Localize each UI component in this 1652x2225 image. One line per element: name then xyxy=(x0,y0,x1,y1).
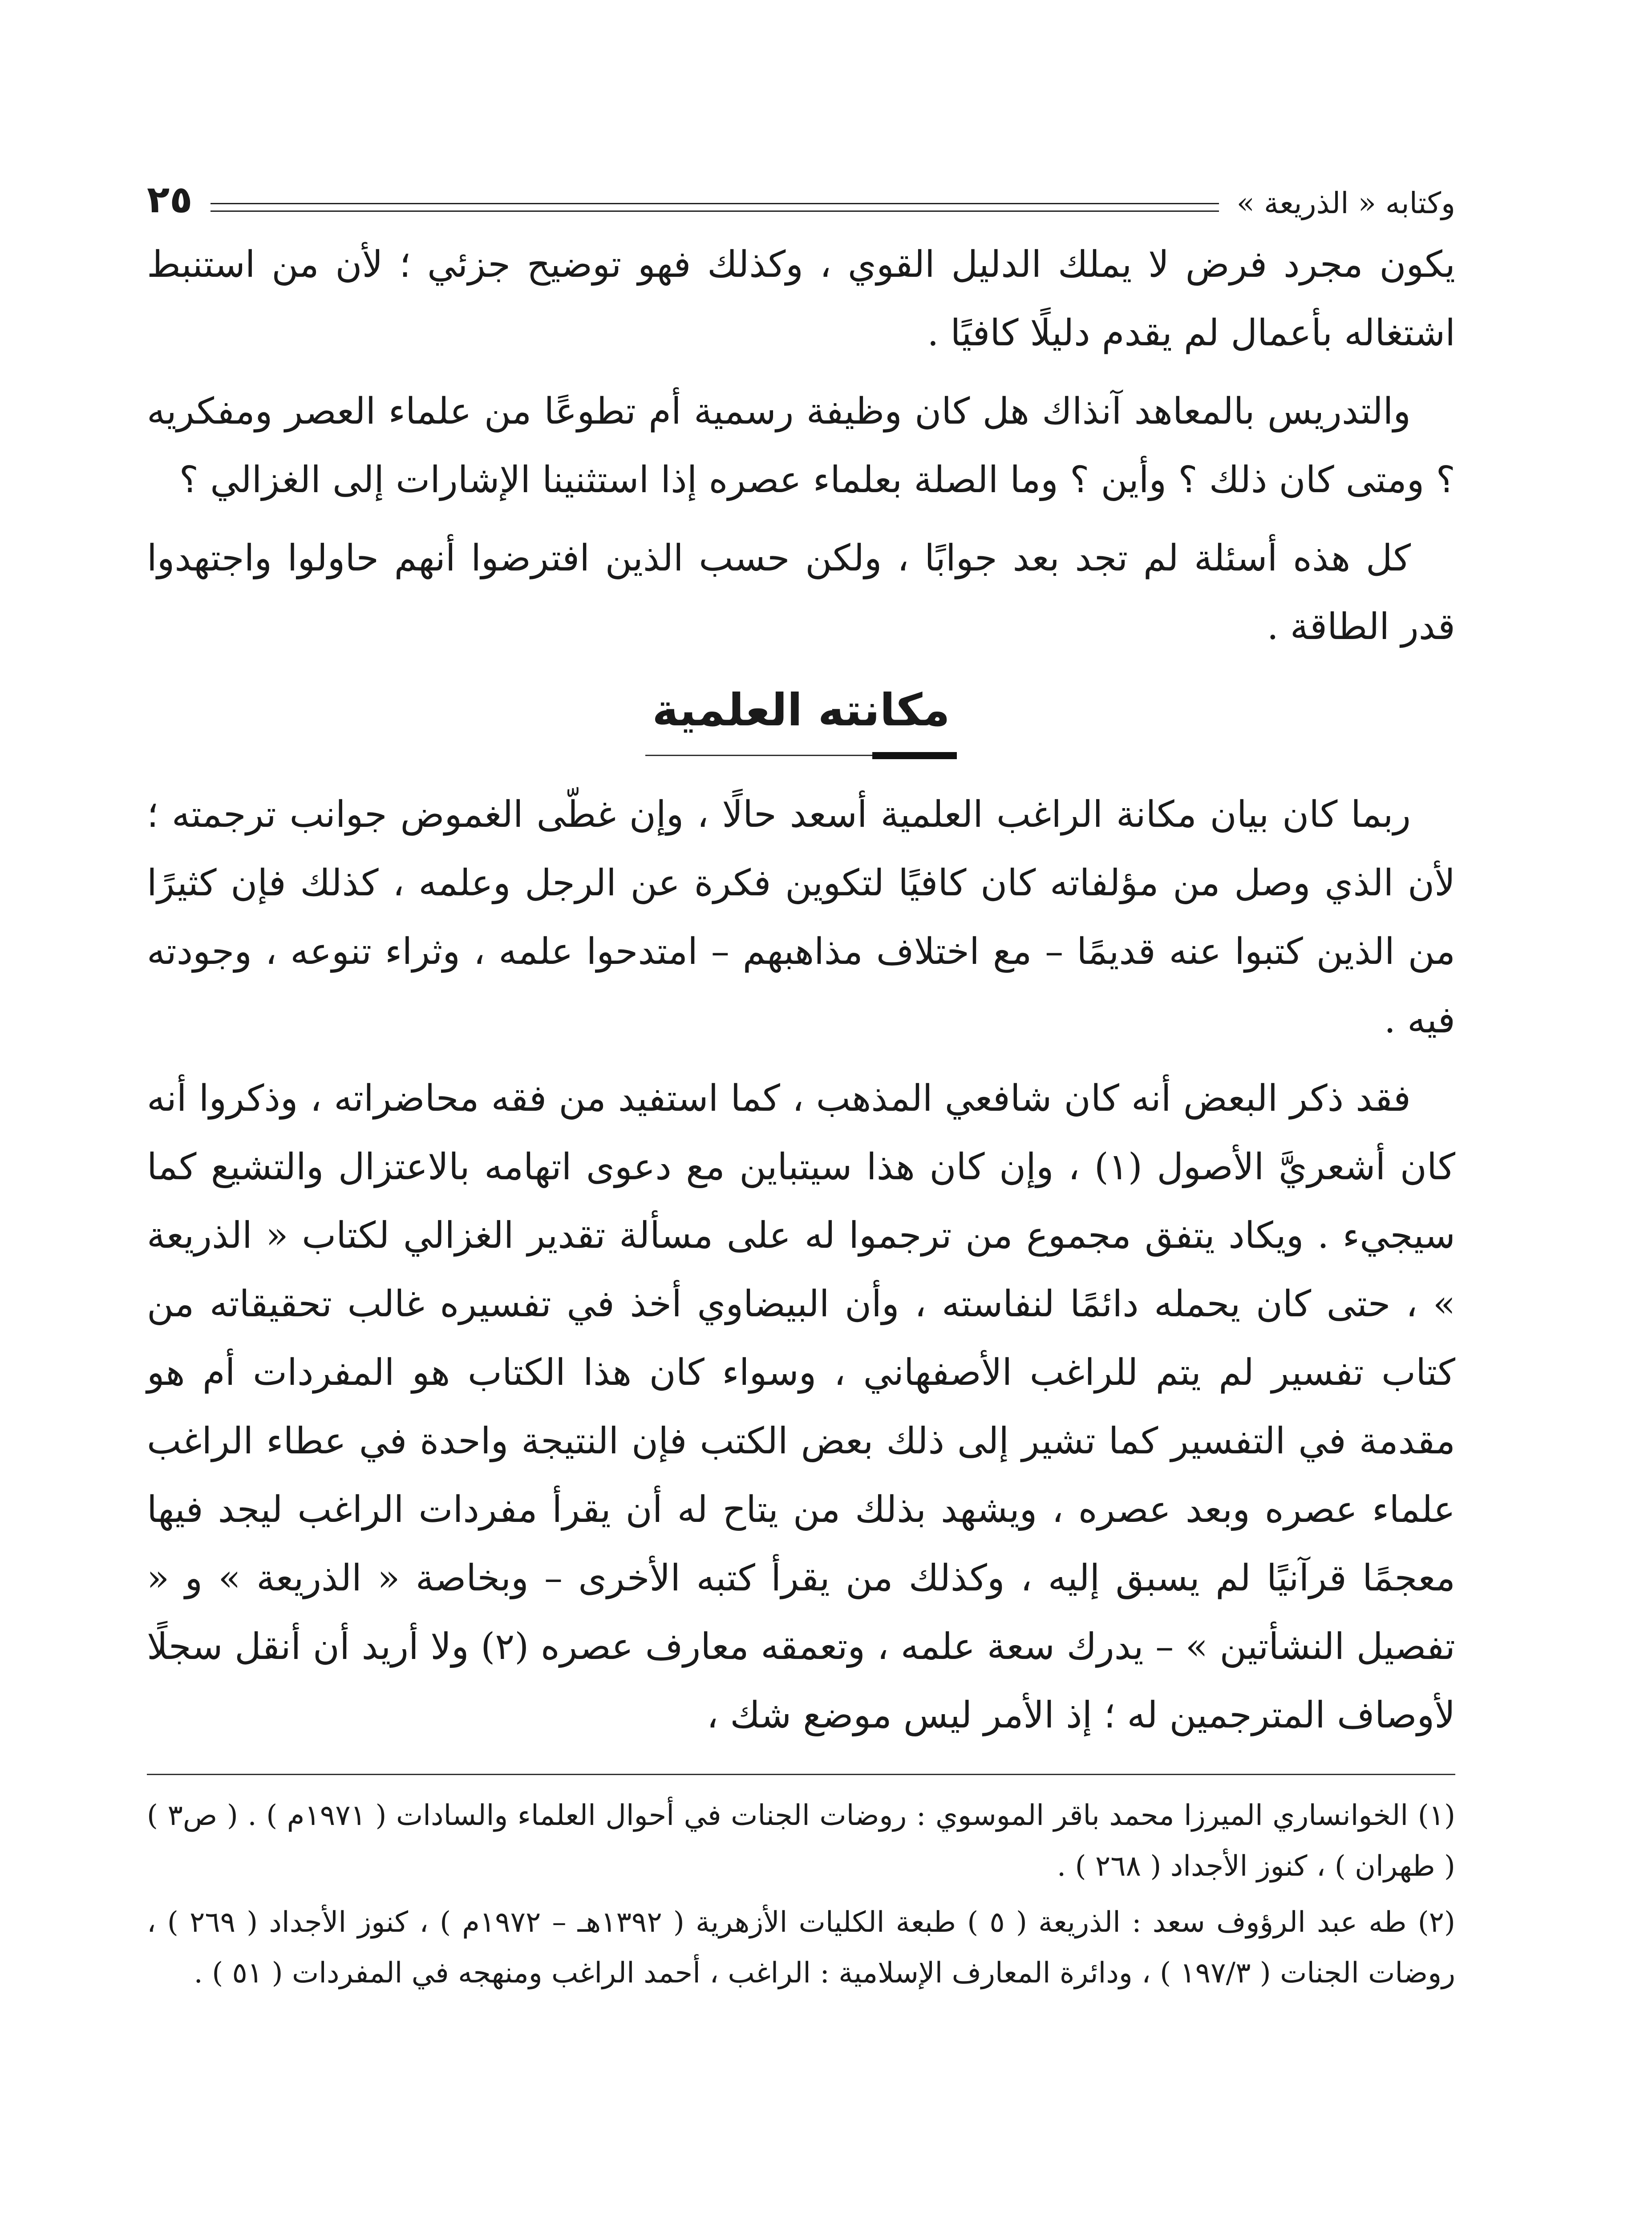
paragraph-5: فقد ذكر البعض أنه كان شافعي المذهب ، كما استفيد من فقه محاضراته ، وذكروا أنه كان أشعريَّ الأصول (١) ، وإن كان هذا سيتباين مع دعوى اتهامه بالاعتزال والتشيع كما سيجيء . ويكاد يتفق مجموع من ترجموا له على مسألة تقدير الغزالي لكتاب « الذريعة » ، حتى كان يحمله دائمًا لنفاسته ، وأن البيضاوي أخذ في تفسيره غالب تحقيقاته من كتاب تفسير لم يتم للراغب الأصفهاني ، وسواء كان هذا الكتاب هو المفردات أم هو مقدمة في التفسير كما تشير إلى ذلك بعض الكتب فإن النتيجة واحدة في عطاء الراغب علماء عصره وبعد عصره ، ويشهد بذلك من يتاح له أن يقرأ مفردات الراغب ليجد فيها معجمًا قرآنيًا لم يسبق إليه ، وكذلك من يقرأ كتبه الأخرى – وبخاصة « الذريعة » و « تفصيل النشأتين » – يدرك سعة علمه ، وتعمقه معارف عصره (٢) ولا أريد أن أنقل سجلًا لأوصاف المترجمين له ؛ إذ الأمر ليس موضع شك ، xyxy=(147,1077,1456,1736)
page-number: ٢٥ xyxy=(147,178,193,221)
heading-underline xyxy=(645,749,957,763)
footnotes xyxy=(147,1790,1455,1998)
running-header xyxy=(147,169,1455,221)
header-double-rule xyxy=(211,203,1219,212)
running-header-title: وكتابه « الذريعة » xyxy=(1236,186,1455,220)
paragraph-2: والتدريس بالمعاهد آنذاك هل كان وظيفة رسمية أم تطوعًا من علماء العصر ومفكريه ؟ ومتى كان ذلك ؟ وأين ؟ وما الصلة بعلماء عصره إذا استثنينا الإشارات إلى الغزالي ؟ xyxy=(147,390,1455,501)
footnote-1: (١) الخوانساري الميرزا محمد باقر الموسوي : روضات الجنات في أحوال العلماء والسادات ( ١٩٧١م ) . ( ص٣ ) ( طهران ) ، كنوز الأجداد ( ٢٦٨ ) . xyxy=(147,1799,1456,1883)
footnote-separator xyxy=(147,1774,1455,1775)
book-page xyxy=(147,169,1455,2225)
main-text xyxy=(147,231,1455,1750)
footnote-2: (٢) طه عبد الرؤوف سعد : الذريعة ( ٥ ) طبعة الكليات الأزهرية ( ١٣٩٢هـ – ١٩٧٢م ) ، كنوز الأجداد ( ٢٦٩ ) ، روضات الجنات ( ١٩٧/٣ ) ، ودائرة المعارف الإسلامية : الراغب ، أحمد الراغب ومنهجه في المفردات ( ٥١ ) . xyxy=(147,1906,1456,1990)
paragraph-4: ربما كان بيان مكانة الراغب العلمية أسعد حالًا ، وإن غطّى الغموض جوانب ترجمته ؛ لأن الذي وصل من مؤلفاته كان كافيًا لتكوين فكرة عن الرجل وعلمه ، كذلك فإن كثيرًا من الذين كتبوا عنه قديمًا – مع اختلاف مذاهبهم – امتدحوا علمه ، وثراء تنوعه ، وجودته فيه . xyxy=(147,793,1455,1041)
heading-underline-thick xyxy=(872,752,957,759)
paragraph-3: كل هذه أسئلة لم تجد بعد جوابًا ، ولكن حسب الذين افترضوا أنهم حاولوا واجتهدوا قدر الطاقة . xyxy=(147,537,1455,648)
paragraph-1: يكون مجرد فرض لا يملك الدليل القوي ، وكذلك فهو توضيح جزئي ؛ لأن من استنبط اشتغاله بأعمال لم يقدم دليلًا كافيًا . xyxy=(147,243,1455,354)
section-heading: مكانته العلمية xyxy=(652,684,950,736)
